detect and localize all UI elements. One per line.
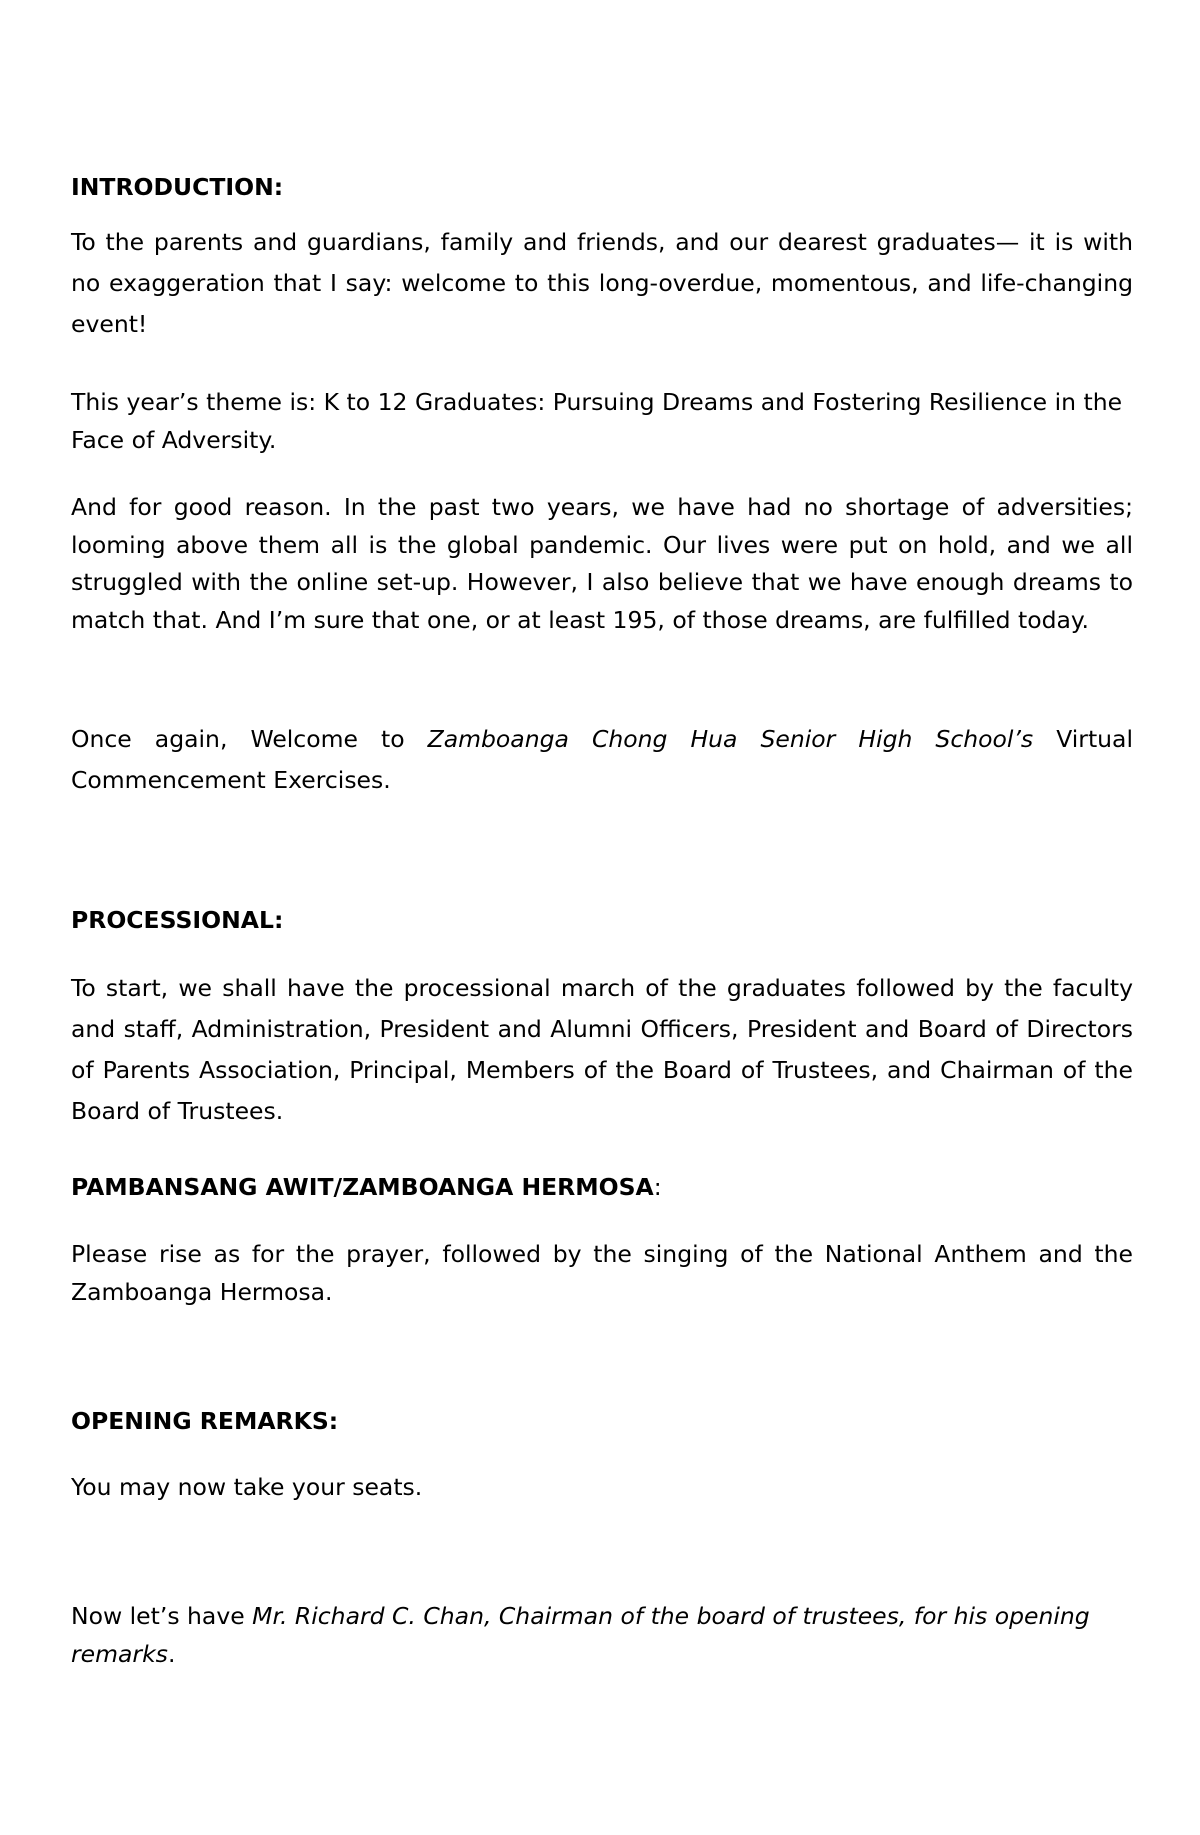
introduction-reason-paragraph: And for good reason. In the past two years, we have had no shortage of adversities; looming above them all is the global pandemic. Our lives were put on hold, and we all struggled with the online set-up. However, I also believe that we have enough dreams to match that. And I’m sure that one, or at least 195, of those dreams, are fulfilled today.: [71, 493, 1133, 634]
closing-prefix: Once again, Welcome to: [71, 725, 428, 753]
anthem-paragraph: Please rise as for the prayer, followed by the singing of the National Anthem and the Zamboanga Hermosa.: [71, 1240, 1133, 1306]
anthem-heading-colon: :: [653, 1173, 662, 1201]
anthem-heading-line: [71, 1167, 1133, 1208]
introduction-heading: INTRODUCTION:: [71, 173, 284, 201]
anthem-heading: PAMBANSANG AWIT/ZAMBOANGA HERMOSA: [71, 1173, 654, 1201]
school-name: Zamboanga Chong Hua Senior High School’s: [427, 725, 1034, 753]
speaker-name: Mr. Richard C. Chan, Chairman of the board of trustees, for his opening remarks: [71, 1602, 1090, 1668]
closing-suffix: Virtual Commencement Exercises.: [71, 725, 1133, 794]
intro-prefix: Now let’s have: [71, 1602, 253, 1630]
processional-paragraph: To start, we shall have the processional march of the graduates followed by the faculty and staff, Administration, President and Alumni Officers, President and Board of Directors of Parents Association, Principal, Members of the Board of Trustees, and Chairman of the Board of Trustees.: [71, 974, 1133, 1125]
opening-remarks-heading: OPENING REMARKS:: [71, 1407, 339, 1435]
introduction-theme-paragraph: This year’s theme is: K to 12 Graduates: Pursuing Dreams and Fostering Resilience in the Face of Adversity.: [71, 388, 1123, 454]
opening-remarks-intro-paragraph: [71, 1597, 1133, 1673]
opening-remarks-seats: You may now take your seats.: [71, 1473, 423, 1501]
processional-heading: PROCESSIONAL:: [71, 906, 284, 934]
introduction-welcome-paragraph: To the parents and guardians, family and friends, and our dearest graduates— it is with no exaggeration that I say: welcome to this long-overdue, momentous, and life-changing event!: [71, 228, 1133, 338]
introduction-closing-paragraph: [71, 719, 1133, 801]
intro-suffix: .: [167, 1640, 176, 1668]
